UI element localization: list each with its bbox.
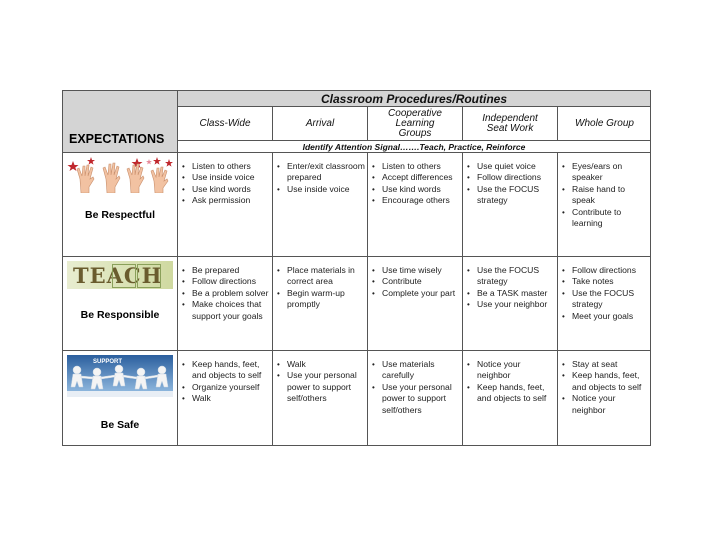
row-label-responsible: Be Responsible bbox=[80, 309, 160, 321]
list-item: • Place materials in correct area bbox=[277, 265, 365, 288]
column-header-label: Independent Seat Work bbox=[482, 112, 538, 134]
teach-banner bbox=[67, 261, 173, 289]
list-item: • Use quiet voice bbox=[467, 161, 555, 172]
bullet-list bbox=[277, 359, 365, 405]
support-picture-text: SUPPORT bbox=[93, 359, 123, 365]
column-header-label: Arrival bbox=[305, 117, 335, 129]
list-item: • Make choices that support your goals bbox=[182, 299, 270, 322]
column-header-label: Whole Group bbox=[575, 117, 634, 129]
list-item: • Meet your goals bbox=[562, 311, 649, 322]
support-people-picture bbox=[67, 355, 173, 397]
bullet-list bbox=[182, 161, 270, 207]
bullet-list bbox=[277, 161, 365, 195]
column-header-arrival bbox=[273, 107, 368, 141]
bullet-list bbox=[182, 359, 270, 405]
expectations-header bbox=[63, 91, 178, 153]
list-item: • Keep hands, feet, and objects to self bbox=[182, 359, 270, 382]
list-item: • Listen to others bbox=[372, 161, 460, 172]
list-item: • Use kind words bbox=[182, 184, 270, 195]
list-item: • Take notes bbox=[562, 276, 649, 287]
list-item: • Be prepared bbox=[182, 265, 270, 276]
list-item: • Use your personal power to support self/others bbox=[277, 370, 365, 404]
bullet-list bbox=[562, 359, 649, 416]
list-item: • Encourage others bbox=[372, 195, 460, 206]
list-item: • Be a TASK master bbox=[467, 288, 555, 299]
list-item: • Use the FOCUS strategy bbox=[467, 265, 555, 288]
list-item: • Use materials carefully bbox=[372, 359, 460, 382]
list-item: • Ask permission bbox=[182, 195, 270, 206]
list-item: • Raise hand to speak bbox=[562, 184, 649, 207]
bullet-list bbox=[467, 265, 555, 311]
column-header-cooperative bbox=[368, 107, 463, 141]
cell-respectful-independent bbox=[463, 153, 558, 257]
list-item: • Use inside voice bbox=[277, 184, 365, 195]
list-item: • Stay at seat bbox=[562, 359, 649, 370]
row-label-cell-responsible bbox=[63, 257, 178, 351]
table-title bbox=[178, 91, 651, 107]
list-item: • Use time wisely bbox=[372, 265, 460, 276]
teach-banner-text: TEACH bbox=[73, 263, 163, 288]
list-item: • Begin warm-up promptly bbox=[277, 288, 365, 311]
list-item: • Keep hands, feet, and objects to self bbox=[467, 382, 555, 405]
bullet-list bbox=[182, 265, 270, 322]
cell-safe-class-wide bbox=[178, 351, 273, 445]
bullet-list bbox=[372, 265, 460, 299]
attention-signal-row bbox=[178, 141, 651, 153]
cell-safe-independent bbox=[463, 351, 558, 445]
list-item: • Complete your part bbox=[372, 288, 460, 299]
bullet-list bbox=[372, 161, 460, 207]
row-label-respectful: Be Respectful bbox=[84, 209, 156, 221]
list-item: • Follow directions bbox=[562, 265, 649, 276]
banner-frame bbox=[112, 264, 136, 288]
row-label-cell-respectful bbox=[63, 153, 178, 257]
list-item: • Walk bbox=[277, 359, 365, 370]
list-item: • Use kind words bbox=[372, 184, 460, 195]
column-header-independent bbox=[463, 107, 558, 141]
bullet-list bbox=[562, 265, 649, 322]
list-item: • Contribute to learning bbox=[562, 207, 649, 230]
column-header-class-wide bbox=[178, 107, 273, 141]
list-item: • Use inside voice bbox=[182, 172, 270, 183]
bullet-list bbox=[562, 161, 649, 229]
cell-safe-arrival bbox=[273, 351, 368, 445]
cell-respectful-cooperative bbox=[368, 153, 463, 257]
list-item: • Enter/exit classroom prepared bbox=[277, 161, 365, 184]
column-header-label: Cooperative Learning Groups bbox=[388, 107, 442, 139]
list-item: • Follow directions bbox=[467, 172, 555, 183]
expectations-label: EXPECTATIONS bbox=[69, 132, 165, 146]
cell-responsible-independent bbox=[463, 257, 558, 351]
cell-responsible-cooperative bbox=[368, 257, 463, 351]
column-header-label: Class-Wide bbox=[199, 117, 251, 129]
bullet-list bbox=[372, 359, 460, 416]
cell-respectful-arrival bbox=[273, 153, 368, 257]
list-item: • Eyes/ears on speaker bbox=[562, 161, 649, 184]
row-label-safe: Be Safe bbox=[100, 419, 140, 431]
list-item: • Follow directions bbox=[182, 276, 270, 287]
attention-signal-text: Identify Attention Signal…….Teach, Practice, Reinforce bbox=[302, 141, 526, 152]
cell-responsible-arrival bbox=[273, 257, 368, 351]
list-item: • Walk bbox=[182, 393, 270, 404]
list-item: • Be a problem solver bbox=[182, 288, 270, 299]
cell-responsible-whole-group bbox=[558, 257, 651, 351]
list-item: • Accept differences bbox=[372, 172, 460, 183]
bullet-list bbox=[467, 359, 555, 405]
list-item: • Keep hands, feet, and objects to self bbox=[562, 370, 649, 393]
list-item: • Use your neighbor bbox=[467, 299, 555, 310]
row-label-cell-safe bbox=[63, 351, 178, 445]
list-item: • Organize yourself bbox=[182, 382, 270, 393]
cell-safe-whole-group bbox=[558, 351, 651, 445]
hands-stars-picture bbox=[67, 157, 173, 193]
cell-responsible-class-wide bbox=[178, 257, 273, 351]
list-item: • Contribute bbox=[372, 276, 460, 287]
list-item: • Notice your neighbor bbox=[467, 359, 555, 382]
bullet-list bbox=[467, 161, 555, 207]
table-title-text: Classroom Procedures/Routines bbox=[320, 91, 508, 106]
bullet-list bbox=[277, 265, 365, 311]
cell-safe-cooperative bbox=[368, 351, 463, 445]
cell-respectful-whole-group bbox=[558, 153, 651, 257]
banner-frame bbox=[137, 264, 161, 288]
list-item: • Use the FOCUS strategy bbox=[467, 184, 555, 207]
procedures-table bbox=[62, 90, 651, 446]
list-item: • Listen to others bbox=[182, 161, 270, 172]
list-item: • Use the FOCUS strategy bbox=[562, 288, 649, 311]
cell-respectful-class-wide bbox=[178, 153, 273, 257]
list-item: • Notice your neighbor bbox=[562, 393, 649, 416]
column-header-whole-group bbox=[558, 107, 651, 141]
list-item: • Use your personal power to support self/others bbox=[372, 382, 460, 416]
